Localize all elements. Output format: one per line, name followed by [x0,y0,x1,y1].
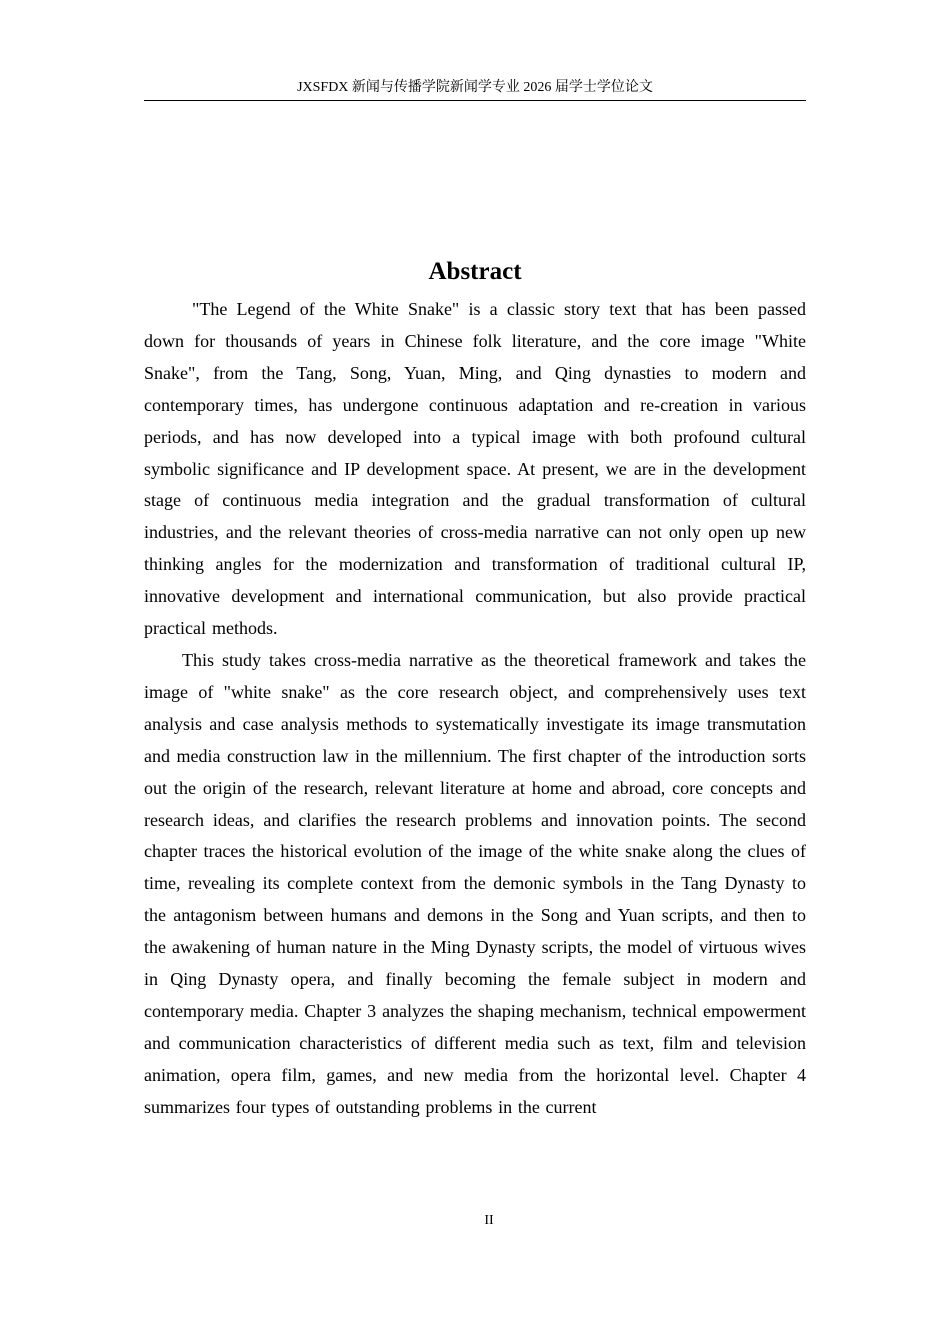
abstract-title: Abstract [428,258,522,285]
header-rule [144,100,806,101]
abstract-paragraph-2: This study takes cross-media narrative as the theoretical framework and takes the image of "white snake" as the core research object, and comprehensively uses text analysis and case analysis methods to systematically investigate its image transmutation and media construction law in the millennium. The first chapter of the introduction sorts out the origin of the research, relevant literature at home and abroad, core concepts and research ideas, and clarifies the research problems and innovation points. The second chapter traces the historical evolution of the image of the white snake along the clues of time, revealing its complete context from the demonic symbols in the Tang Dynasty to the antagonism between humans and demons in the Song and Yuan scripts, and then to the awakening of human nature in the Ming Dynasty scripts, the model of virtuous wives in Qing Dynasty opera, and finally becoming the female subject in modern and contemporary media. Chapter 3 analyzes the shaping mechanism, technical empowerment and communication characteristics of different media such as text, film and television animation, opera film, games, and new media from the horizontal level. Chapter 4 summarizes four types of outstanding problems in the current [144,649,806,1117]
abstract-paragraph-1: "The Legend of the White Snake" is a classic story text that has been passed down for thousands of years in Chinese folk literature, and the core image "White Snake", from the Tang, Song, Yuan, Ming, and Qing dynasties to modern and contemporary times, has undergone continuous adaptation and re-creation in various periods, and has now developed into a typical image with both profound cultural symbolic significance and IP development space. At present, we are in the development stage of continuous media integration and the gradual transformation of cultural industries, and the relevant theories of cross-media narrative can not only open up new thinking angles for the modernization and transformation of traditional cultural IP, innovative development and international communication, but also provide practical practical methods. [144,299,806,639]
page-number: II [484,1213,494,1228]
abstract-body [144,294,806,1124]
running-header: JXSFDX 新闻与传播学院新闻学专业 2026 届学士学位论文 [297,80,653,95]
